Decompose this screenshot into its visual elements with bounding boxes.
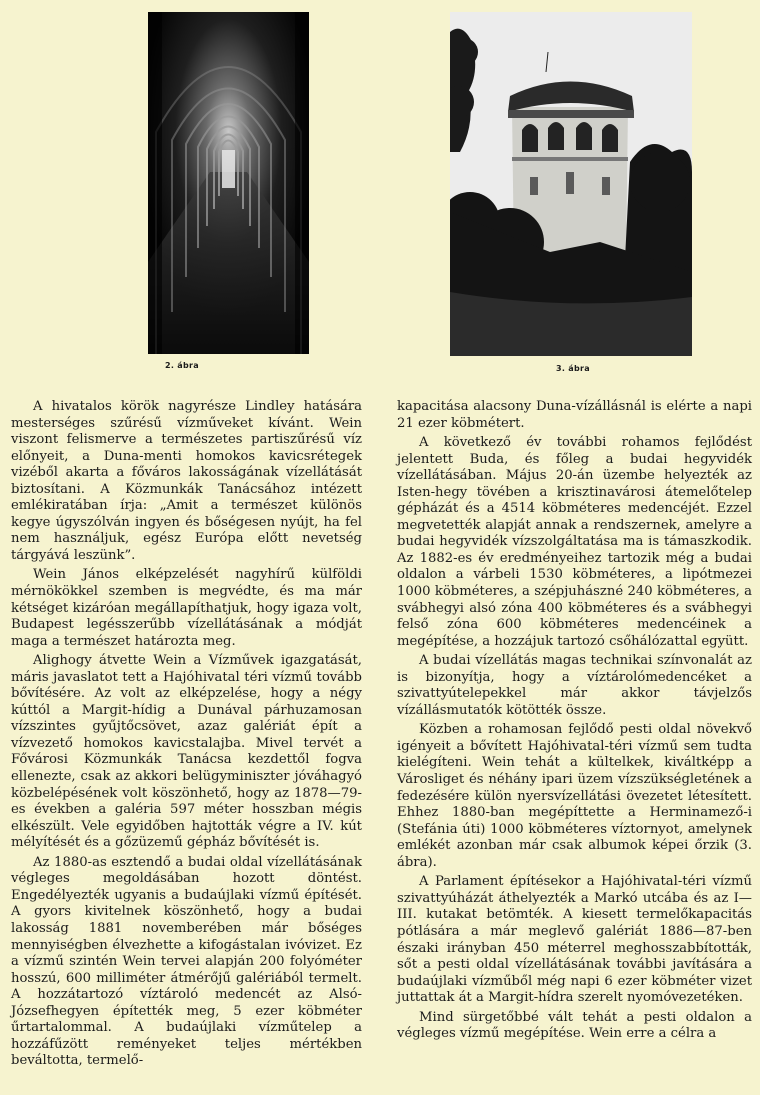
paragraph: A hivatalos körök nagyrésze Lindley hatására mesterséges szűrésű vízműveket kívánt. Wein viszont felismerve a természetes partiszűrésű víz előnyeit, a Duna-menti homokos kavicsrétegek vizéből akarta a főváros lakosságának vízellátását biztosítani. A Közmunkák Tanácsához intézett emlékiratában írja: „Amit a természet különös kegye úgyszólván ingyen és bőségesen nyújt, ha fel nem használjuk, egész Európa előtt nevetség tárgyává leszünk”. <box>11 399 362 563</box>
right-text-column <box>397 399 752 1043</box>
figure-2-photo <box>148 12 309 354</box>
paragraph-continuation: kapacitása alacsony Duna-vízállásnál is elérte a napi 21 ezer köbmétert. <box>397 399 752 431</box>
figure-3-caption: 3. ábra <box>556 364 590 373</box>
figure-2-caption: 2. ábra <box>165 361 199 370</box>
water-tower-image <box>450 12 692 356</box>
paragraph: Wein János elképzelését nagyhírű külföldi mérnökökkel szemben is megvédte, és ma már kétséget kizáróan megállapíthatjuk, hogy igaza volt, Budapest legésszerűbb vízellátásának a módját maga a természet határozta meg. <box>11 567 362 649</box>
vaulted-gallery-image <box>148 12 309 354</box>
paragraph: Az 1880-as esztendő a budai oldal vízellátásának végleges megoldásában hozott döntést. Engedélyezték ugyanis a budaújlaki vízmű építését. A gyors kivitelnek köszönhető, hogy a budai lakosság 1881 novemberében már bőséges mennyiségben élvezhette a kifogástalan ivóvizet. Ez a vízmű szintén Wein tervei alapján 200 folyóméter hosszú, 600 milliméter átmérőjű galériából termelt. A hozzátartozó víztároló medencét az Alsó-Józsefhegyen építették meg, 5 ezer köbméter űrtartalommal. A budaújlaki vízműtelep a hozzáfűzött reményeket teljes mértékben beváltotta, termelő- <box>11 854 362 1069</box>
left-text-column <box>11 399 362 1070</box>
figure-3-photo <box>450 12 692 356</box>
paragraph: A Parlament építésekor a Hajóhivatal-téri vízmű szivattyúházát áthelyezték a Markó utcába és az I—III. kutakat betömték. A kiesett termelőkapacitás pótlására a már meglevő galériát 1886—87-ben északi irányban 450 méterrel meghosszabbították, sőt a pesti oldal vízellátásának további javítására a budaújlaki vízműből még napi 6 ezer köbméter vizet juttattak át a Margit-hídra szerelt nyomóvezetéken. <box>397 874 752 1006</box>
paragraph: Alighogy átvette Wein a Vízművek igazgatását, máris javaslatot tett a Hajóhivatal téri vízmű tovább bővítésére. Az volt az elképzelése, hogy a négy kúttól a Margit-hídig a Dunával párhuzamosan vízszintes gyűjtőcsövet, azaz galériát épít a vízvezető homokos kavicstalajba. Mivel tervét a Fővárosi Közmunkák Tanácsa kezdettől fogva ellenezte, csak az akkori belügyminiszter jóváhagyó közbelépésének volt köszönhető, hogy az 1878—79-es években a galéria 597 méter hosszban mégis elkészült. Vele egyidőben hajtották végre a IV. kút mélyítését és a gőzüzemű gépház bővítését is. <box>11 653 362 851</box>
paragraph: A következő év további rohamos fejlődést jelentett Buda, és főleg a budai hegyvidék vízellátásában. Május 20-án üzembe helyezték az Isten-hegy tövében a krisztinavárosi átemelőtelep gépházát és a 4514 köbméteres medencéjét. Ezzel megvetették alapját annak a rendszernek, amelyre a budai hegyvidék vízszolgáltatása ma is támaszkodik. Az 1882-es év eredményeihez tartozik még a budai oldalon a várbeli 1530 köbméteres, a lipótmezei 1000 köbméteres, a szépjuhászné 240 köbméteres, a svábhegyi alsó zóna 400 köbméteres és a svábhegyi felső zóna 600 köbméteres medencéinek a megépítése, a hozzájuk tartozó csőhálózattal együtt. <box>397 435 752 649</box>
paragraph: A budai vízellátás magas technikai színvonalát az is bizonyítja, hogy a víztárolómedencéket a szivattyútelepekkel már akkor távjelzős vízállásmutatók kötötték össze. <box>397 653 752 718</box>
paragraph: Közben a rohamosan fejlődő pesti oldal növekvő igényeit a bővített Hajóhivatal-téri vízmű sem tudta kielégíteni. Wein tehát a kültelkek, kiváltképp a Városliget és néhány ipari üzem vízszükségletének a fedezésére külön nyersvízellátási övezetet létesített. Ehhez 1880-ban megépíttette a Herminamező-i (Stefánia úti) 1000 köbméteres víztornyot, amelynek emlékét azonban már csak albumok képei őrzik (3. ábra). <box>397 722 752 870</box>
paragraph: Mind sürgetőbbé vált tehát a pesti oldalon a végleges vízmű megépítése. Wein erre a célra a <box>397 1009 752 1042</box>
